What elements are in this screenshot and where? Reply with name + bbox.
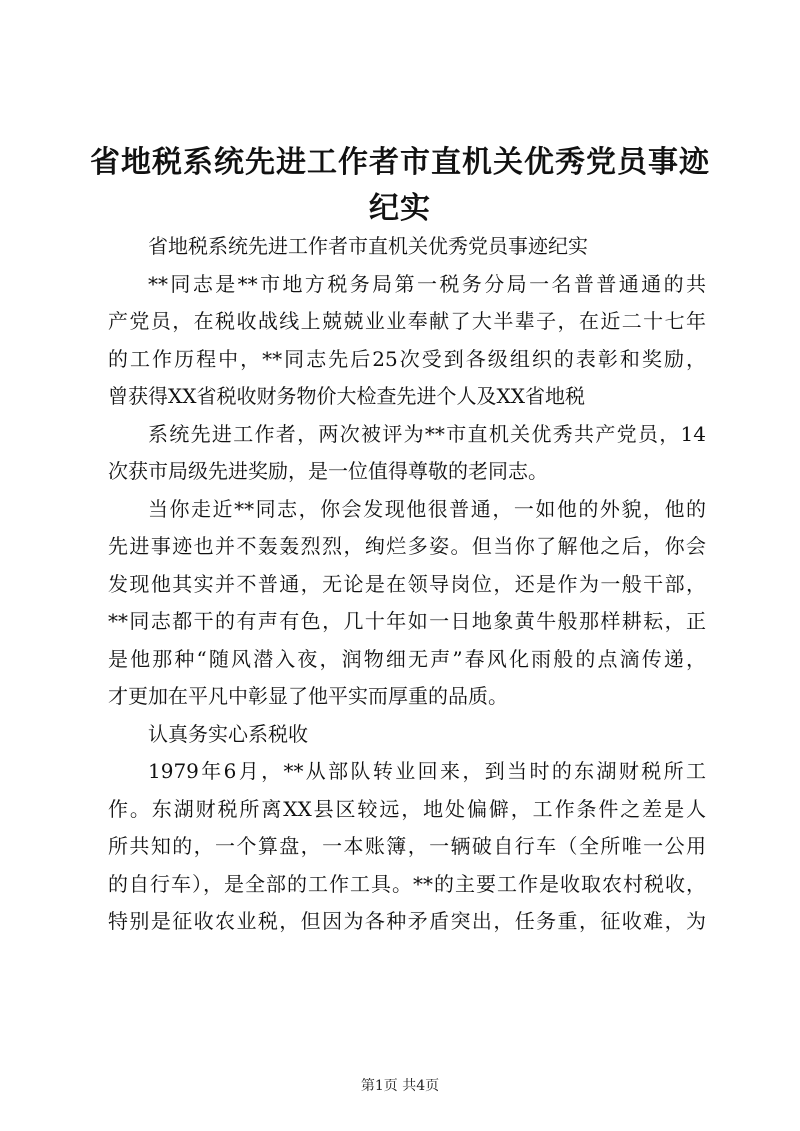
paragraph-subtitle	[108, 228, 706, 266]
paragraph-character	[108, 491, 706, 716]
document-title	[90, 140, 710, 232]
title-line-1: 省地税系统先进工作者市直机关优秀党员事迹	[90, 145, 710, 180]
title-line-2: 纪实	[369, 191, 431, 226]
text-line: 系统先进工作者，两次被评为**市直机关优秀共产党员，14	[148, 421, 706, 446]
text-line: 产党员，在税收战线上兢兢业业奉献了大半辈子，在近二十七年	[108, 309, 706, 333]
text-line: 的自行车），是全部的工作工具。**的主要工作是收取农村税收，	[108, 871, 706, 896]
text-line: 认真务实心系税收	[148, 721, 308, 746]
text-line: 先进事迹也并不轰轰烈烈，绚烂多姿。但当你了解他之后，你会	[108, 534, 706, 558]
text-line: 1979年6月，**从部队转业回来，到当时的东湖财税所工	[148, 759, 706, 783]
text-line: **同志是**市地方税务局第一税务分局一名普普通通的共	[148, 271, 706, 296]
paragraph-intro	[108, 266, 706, 416]
text-line: 作。东湖财税所离XX县区较远，地处偏僻，工作条件之差是人	[108, 796, 706, 821]
text-line: 省地税系统先进工作者市直机关优秀党员事迹纪实	[148, 234, 588, 258]
text-line: 发现他其实并不普通，无论是在领导岗位，还是作为一般干部，	[108, 571, 706, 596]
paragraph-history	[108, 753, 706, 941]
text-line: 所共知的，一个算盘，一本账簿，一辆破自行车（全所唯一公用	[108, 834, 706, 858]
text-line: 当你走近**同志，你会发现他很普通，一如他的外貌，他的	[148, 496, 706, 521]
paragraph-honors	[108, 416, 706, 491]
text-line: 特别是征收农业税，但因为各种矛盾突出，任务重，征收难，为	[108, 909, 706, 933]
text-line: 曾获得XX省税收财务物价大检查先进个人及XX省地税	[108, 384, 585, 408]
page-footer	[0, 1075, 800, 1095]
text-line: **同志都干的有声有色，几十年如一日地象黄牛般那样耕耘，正	[108, 609, 706, 633]
text-line: 次获市局级先进奖励，是一位值得尊敬的老同志。	[108, 459, 548, 483]
text-line: 是他那种“随风潜入夜，润物细无声”春风化雨般的点滴传递，	[108, 646, 706, 671]
page-number: 第1页 共4页	[360, 1078, 440, 1094]
text-line: 的工作历程中，**同志先后25次受到各级组织的表彰和奖励，	[108, 346, 706, 371]
document-body	[108, 228, 706, 941]
section-heading	[108, 716, 706, 754]
text-line: 才更加在平凡中彰显了他平实而厚重的品质。	[108, 684, 508, 708]
